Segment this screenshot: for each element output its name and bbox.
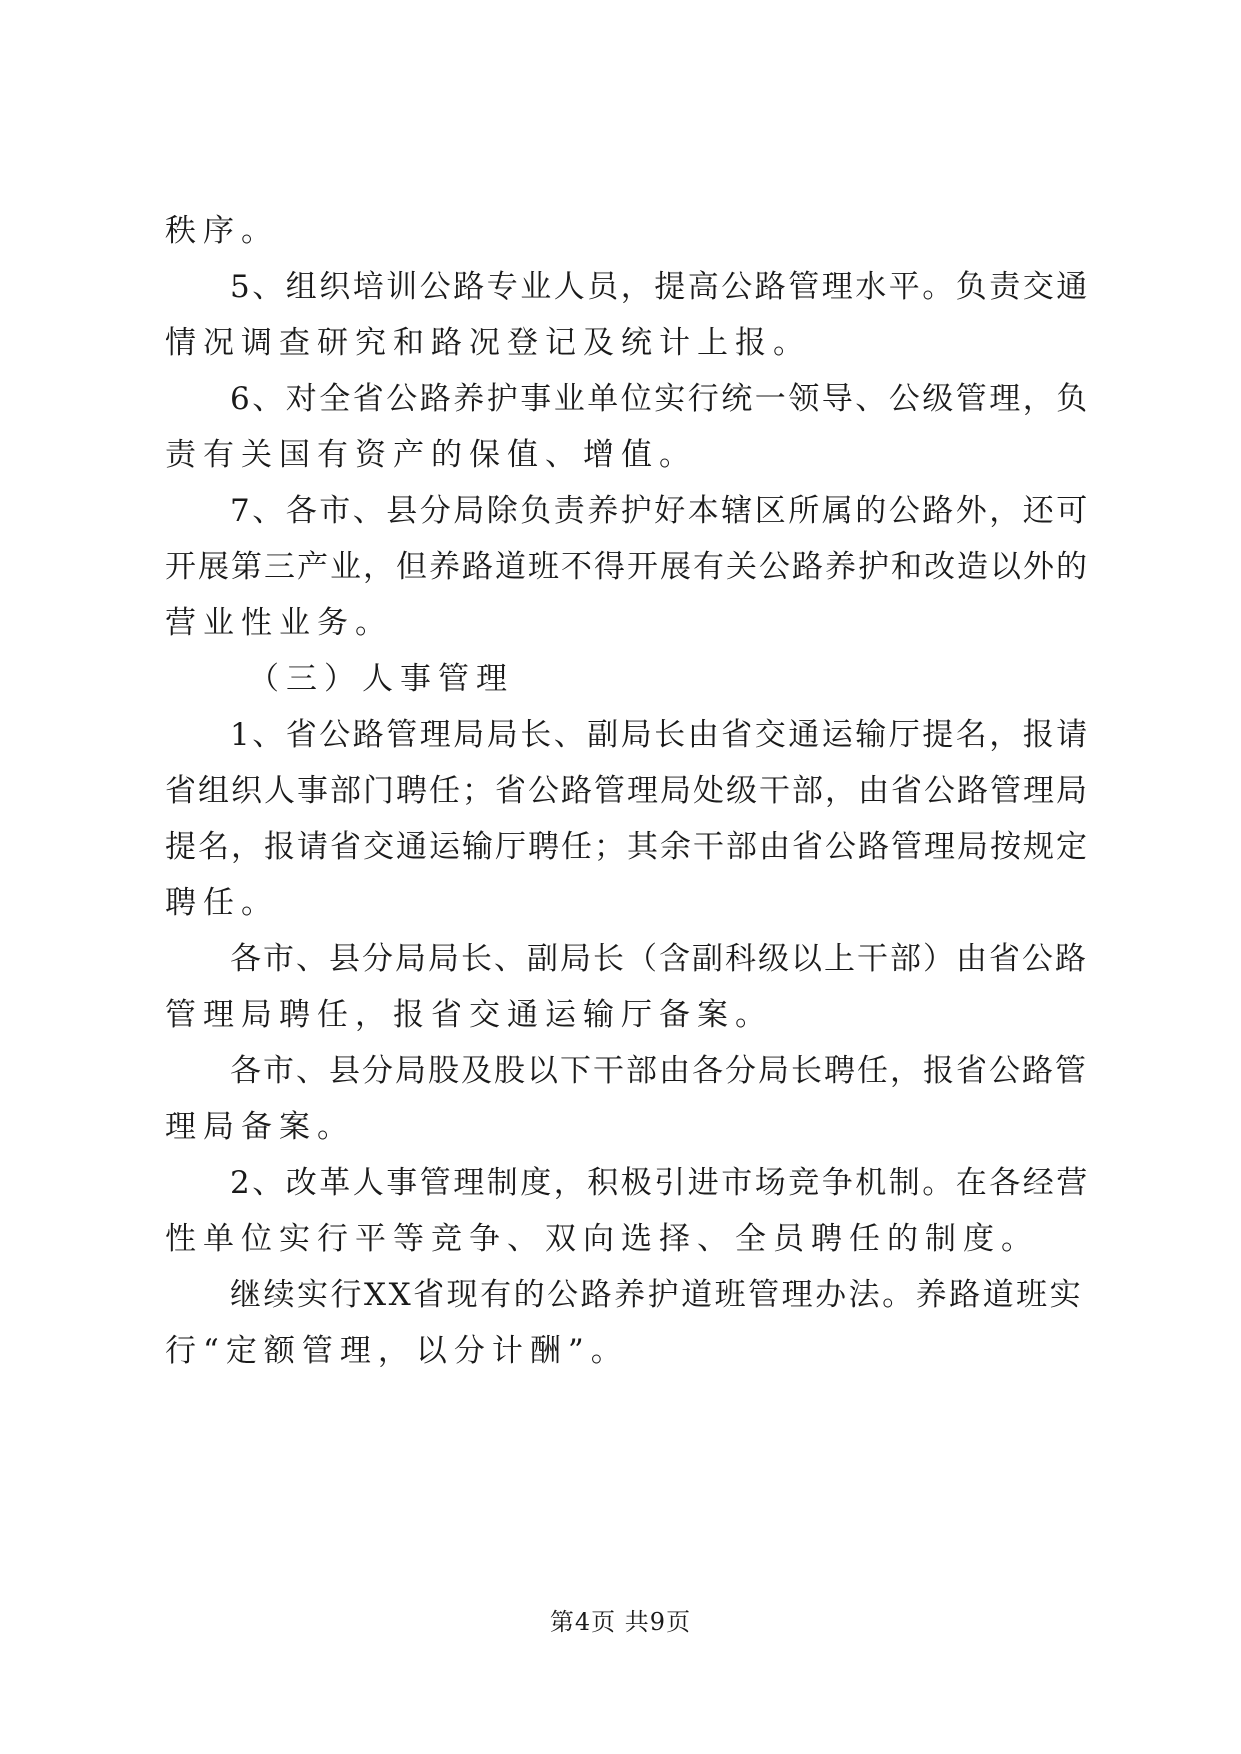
- paragraph-line: 管理局聘任，报省交通运输厅备案。: [165, 997, 773, 1033]
- paragraph-line: 各市、县分局股及股以下干部由各分局长聘任，报省公路管: [230, 1053, 1088, 1089]
- paragraph-line: 行“定额管理，以分计酬”。: [165, 1333, 629, 1369]
- paragraph-line: 5、组织培训公路专业人员，提高公路管理水平。负责交通: [230, 269, 1090, 305]
- paragraph-line: 提名，报请省交通运输厅聘任；其余干部由省公路管理局按规定: [165, 829, 1089, 865]
- page-number-footer: 第4页 共9页: [549, 1608, 692, 1636]
- paragraph-line: 责有关国有资产的保值、增值。: [165, 437, 697, 473]
- paragraph-line: 开展第三产业，但养路道班不得开展有关公路养护和改造以外的: [165, 549, 1089, 585]
- paragraph-line: 继续实行XX省现有的公路养护道班管理办法。养路道班实: [230, 1277, 1084, 1313]
- paragraph-line: 聘任。: [165, 885, 279, 921]
- paragraph-line: 2、改革人事管理制度，积极引进市场竞争机制。在各经营: [230, 1165, 1090, 1201]
- paragraph-line: 情况调查研究和路况登记及统计上报。: [165, 325, 811, 361]
- paragraph-line: 理局备案。: [165, 1109, 355, 1145]
- paragraph-line: 秩序。: [165, 213, 279, 249]
- paragraph-line: 各市、县分局局长、副局长（含副科级以上干部）由省公路: [230, 941, 1088, 977]
- paragraph-line: 1、省公路管理局局长、副局长由省交通运输厅提名，报请: [230, 717, 1090, 753]
- section-heading: （三）人事管理: [248, 661, 514, 697]
- paragraph-line: 营业性业务。: [165, 605, 393, 641]
- paragraph-line: 7、各市、县分局除负责养护好本辖区所属的公路外，还可: [230, 493, 1090, 529]
- paragraph-line: 性单位实行平等竞争、双向选择、全员聘任的制度。: [165, 1221, 1039, 1257]
- paragraph-line: 6、对全省公路养护事业单位实行统一领导、公级管理，负: [230, 381, 1090, 417]
- paragraph-line: 省组织人事部门聘任；省公路管理局处级干部，由省公路管理局: [165, 773, 1089, 809]
